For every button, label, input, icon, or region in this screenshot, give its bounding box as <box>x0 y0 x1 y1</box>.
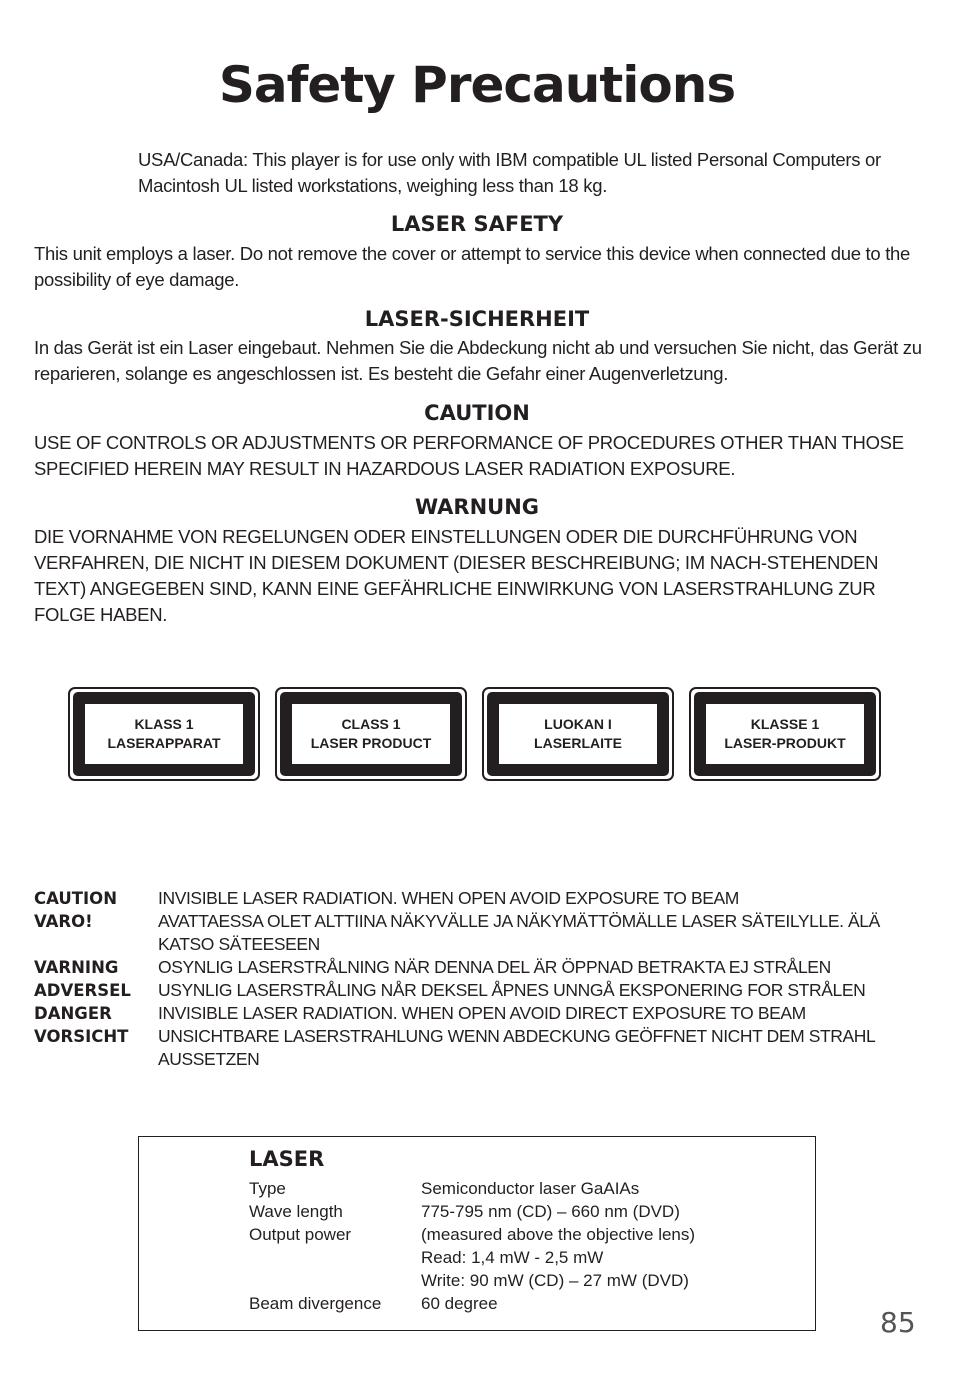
label-line2: LASERAPPARAT <box>107 735 221 751</box>
spec-key <box>249 1269 421 1292</box>
label-line1: CLASS 1 <box>341 716 401 732</box>
warning-text: UNSICHTBARE LASERSTRAHLUNG WENN ABDECKUNG GEÖFFNET NICHT DEM STRAHL AUSSETZEN <box>158 1026 875 1069</box>
warning-key: VARNING <box>34 958 119 977</box>
warning-text: AVATTAESSA OLET ALTTIINA NÄKYVÄLLE JA NÄKYMÄTTÖMÄLLE LASER SÄTEILYLLE. ÄLÄ KATSO SÄTEESEEN <box>158 911 880 954</box>
body-laser-safety: This unit employs a laser. Do not remove the cover or attempt to service this device when connected due to the possibility of eye damage. <box>34 243 911 290</box>
heading-laser-sicherheit: LASER-SICHERHEIT <box>364 307 590 331</box>
label-line1: KLASS 1 <box>134 716 194 732</box>
warning-row <box>34 910 924 956</box>
spec-key <box>249 1246 421 1269</box>
spec-row <box>249 1292 809 1315</box>
spec-row <box>249 1200 809 1223</box>
laser-label-german <box>689 687 881 781</box>
laser-class-labels <box>68 687 886 785</box>
spec-value: 775-795 nm (CD) – 660 nm (DVD) <box>421 1202 680 1221</box>
body-warnung: DIE VORNAHME VON REGELUNGEN ODER EINSTELLUNGEN ODER DIE DURCHFÜHRUNG VON VERFAHREN, DIE NICHT IN DIESEM DOKUMENT (DIESER BESCHREIBUNG; IM NACH-STEHENDEN TEXT) ANGEGEBEN SIND, KANN EINE GEFÄHRLICHE EINWIRKUNG VON LASERSTRAHLUNG ZUR FOLGE HABEN. <box>34 526 879 625</box>
spec-value: Semiconductor laser GaAIAs <box>421 1179 640 1198</box>
heading-laser-safety: LASER SAFETY <box>390 212 564 236</box>
laser-label-swedish <box>68 687 260 781</box>
heading-warnung: WARNUNG <box>414 495 540 519</box>
warning-row <box>34 956 924 979</box>
spec-row <box>249 1223 809 1246</box>
spec-row <box>249 1177 809 1200</box>
warning-row <box>34 979 924 1002</box>
page-number: 85 <box>880 1306 916 1339</box>
warning-key: CAUTION <box>34 889 117 908</box>
spec-value: Read: 1,4 mW - 2,5 mW <box>421 1248 604 1267</box>
spec-row <box>249 1246 809 1269</box>
spec-key: Type <box>249 1179 286 1198</box>
laser-spec-table <box>249 1177 809 1315</box>
spec-value: Write: 90 mW (CD) – 27 mW (DVD) <box>421 1271 689 1290</box>
spec-key: Wave length <box>249 1202 343 1221</box>
warning-text: INVISIBLE LASER RADIATION. WHEN OPEN AVOID EXPOSURE TO BEAM <box>158 888 739 908</box>
heading-caution: CAUTION <box>424 401 530 425</box>
multilingual-warnings <box>34 887 924 1071</box>
warning-key: VARO! <box>34 912 93 931</box>
warning-row <box>34 1025 924 1071</box>
spec-value: (measured above the objective lens) <box>421 1225 696 1244</box>
warning-text: OSYNLIG LASERSTRÅLNING NÄR DENNA DEL ÄR ÖPPNAD BETRAKTA EJ STRÅLEN <box>158 957 831 977</box>
laser-spec-title: LASER <box>249 1147 325 1171</box>
warning-key: ADVERSEL <box>34 981 131 1000</box>
laser-label-english <box>275 687 467 781</box>
warning-row <box>34 1002 924 1025</box>
spec-key: Output power <box>249 1225 352 1244</box>
spec-row <box>249 1269 809 1292</box>
label-line1: KLASSE 1 <box>750 716 820 732</box>
laser-spec-box <box>138 1136 816 1331</box>
label-line2: LASER PRODUCT <box>310 735 432 751</box>
label-line2: LASER-PRODUKT <box>724 735 846 751</box>
warning-key: DANGER <box>34 1004 112 1023</box>
page-title: Safety Precautions <box>218 56 736 114</box>
body-caution: USE OF CONTROLS OR ADJUSTMENTS OR PERFORMANCE OF PROCEDURES OTHER THAN THOSE SPECIFIED HEREIN MAY RESULT IN HAZARDOUS LASER RADIATION EXPOSURE. <box>34 432 904 479</box>
label-line1: LUOKAN I <box>544 716 612 732</box>
intro-paragraph: USA/Canada: This player is for use only with IBM compatible UL listed Personal Computers or Macintosh UL listed workstations, weighing less than 18 kg. <box>138 149 881 196</box>
spec-key: Beam divergence <box>249 1294 382 1313</box>
warning-key: VORSICHT <box>34 1027 129 1046</box>
laser-label-finnish <box>482 687 674 781</box>
body-laser-sicherheit: In das Gerät ist ein Laser eingebaut. Nehmen Sie die Abdeckung nicht ab und versuchen Sie nicht, das Gerät zu reparieren, solange es angeschlossen ist. Es besteht die Gefahr einer Augenverletzung. <box>34 337 922 384</box>
warning-text: USYNLIG LASERSTRÅLING NÅR DEKSEL ÅPNES UNNGÅ EKSPONERING FOR STRÅLEN <box>158 980 866 1000</box>
warning-row <box>34 887 924 910</box>
label-line2: LASERLAITE <box>534 735 622 751</box>
warning-text: INVISIBLE LASER RADIATION. WHEN OPEN AVOID DIRECT EXPOSURE TO BEAM <box>158 1003 806 1023</box>
spec-value: 60 degree <box>421 1294 498 1313</box>
